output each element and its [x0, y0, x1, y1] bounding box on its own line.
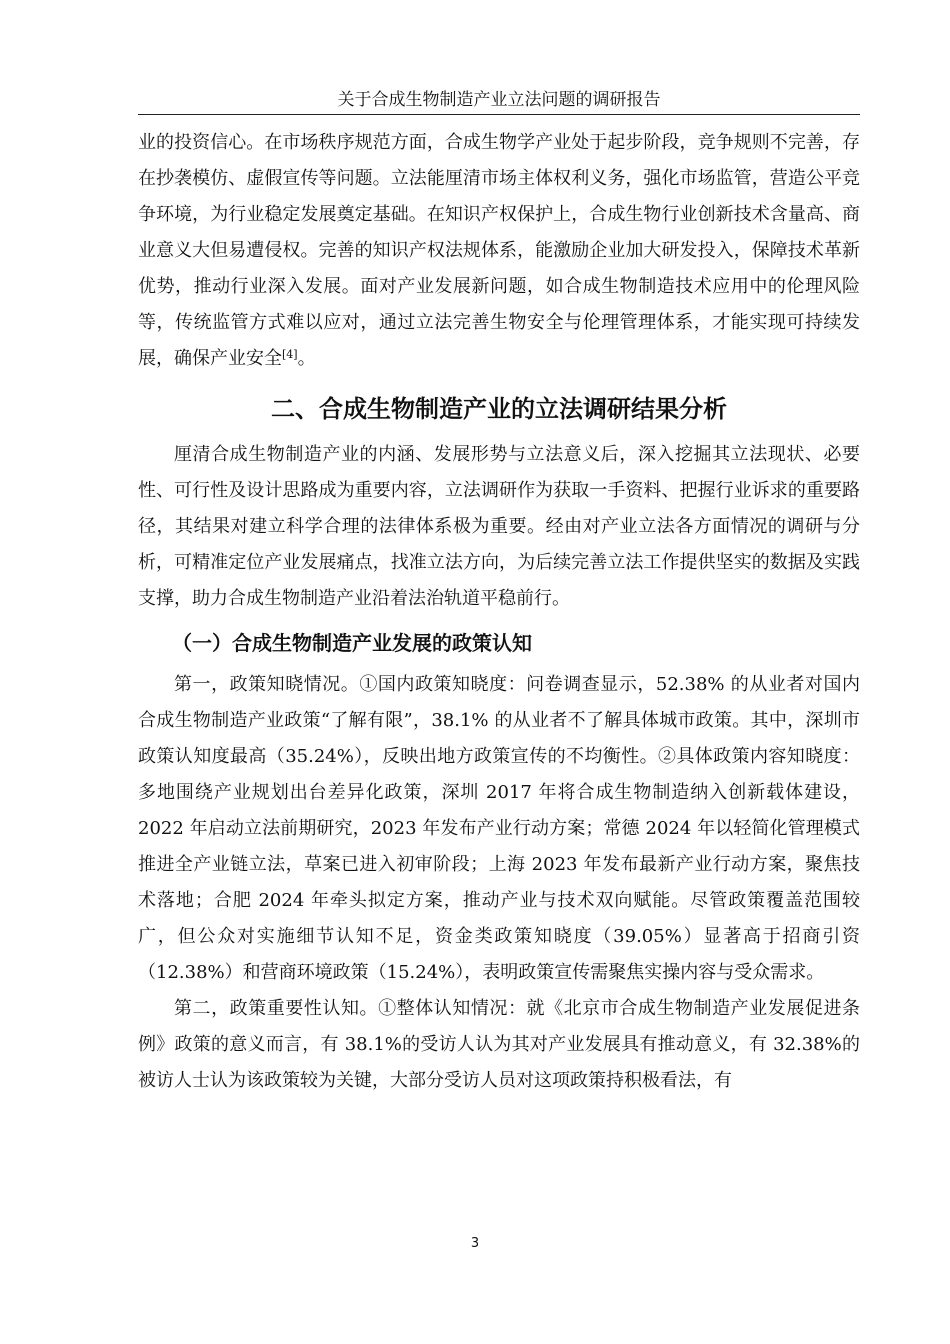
paragraph-end-punctuation: 。 — [297, 348, 316, 369]
section-heading: 二、合成生物制造产业的立法调研结果分析 — [271, 395, 727, 423]
subsection-heading: （一）合成生物制造产业发展的政策认知 — [172, 631, 532, 655]
paragraph-policy-awareness: 第一，政策知晓情况。①国内政策知晓度：问卷调查显示，52.38% 的从业者对国内合成生物制造产业政策“了解有限”，38.1% 的从业者不了解具体城市政策。其中，深圳市政策认知度最高（35.24%），反映出地方政策宣传的不均衡性。②具体政策内容知晓度：多地围绕产业规划出台差异化政策，深圳 2017 年将合成生物制造纳入创新载体建设，2022 年启动立法前期研究，2023 年发布产业行动方案；常德 2024 年以轻简化管理模式推进全产业链立法，草案已进入初审阶段；上海 2023 年发布最新产业行动方案，聚焦技术落地；合肥 2024 年牵头拟定方案，推动产业与技术双向赋能。尽管政策覆盖范围较广，但公众对实施细节认知不足，资金类政策知晓度（39.05%）显著高于招商引资（12.38%）和营商环境政策（15.24%），表明政策宣传需聚焦实操内容与受众需求。 — [138, 674, 860, 983]
running-header: 关于合成生物制造产业立法问题的调研报告 — [138, 88, 860, 115]
citation-reference: [4] — [282, 348, 298, 361]
paragraph-section-intro: 厘清合成生物制造产业的内涵、发展形势与立法意义后，深入挖掘其立法现状、必要性、可行性及设计思路成为重要内容，立法调研作为获取一手资料、把握行业诉求的重要路径，其结果对建立科学合理的法律体系极为重要。经由对产业立法各方面情况的调研与分析，可精准定位产业发展痛点，找准立法方向，为后续完善立法工作提供坚实的数据及实践支撑，助力合成生物制造产业沿着法治轨道平稳前行。 — [138, 444, 860, 609]
paragraph-policy-importance: 第二，政策重要性认知。①整体认知情况：就《北京市合成生物制造产业发展促进条例》政策的意义而言，有 38.1%的受访人认为其对产业发展具有推动意义，有 32.38%的被访人士认为该政策较为关键，大部分受访人员对这项政策持积极看法，有 — [138, 998, 860, 1091]
document-body — [138, 125, 860, 1099]
paragraph-investment-confidence — [138, 125, 860, 377]
paragraph-text: 业的投资信心。在市场秩序规范方面，合成生物学产业处于起步阶段，竞争规则不完善，存在抄袭模仿、虚假宣传等问题。立法能厘清市场主体权利义务，强化市场监管，营造公平竞争环境，为行业稳定发展奠定基础。在知识产权保护上，合成生物行业创新技术含量高、商业意义大但易遭侵权。完善的知识产权法规体系，能激励企业加大研发投入，保障技术革新优势，推动行业深入发展。面对产业发展新问题，如合成生物制造技术应用中的伦理风险等，传统监管方式难以应对，通过立法完善生物安全与伦理管理体系，才能实现可持续发展，确保产业安全 — [138, 132, 860, 369]
page-number: 3 — [470, 1236, 480, 1251]
